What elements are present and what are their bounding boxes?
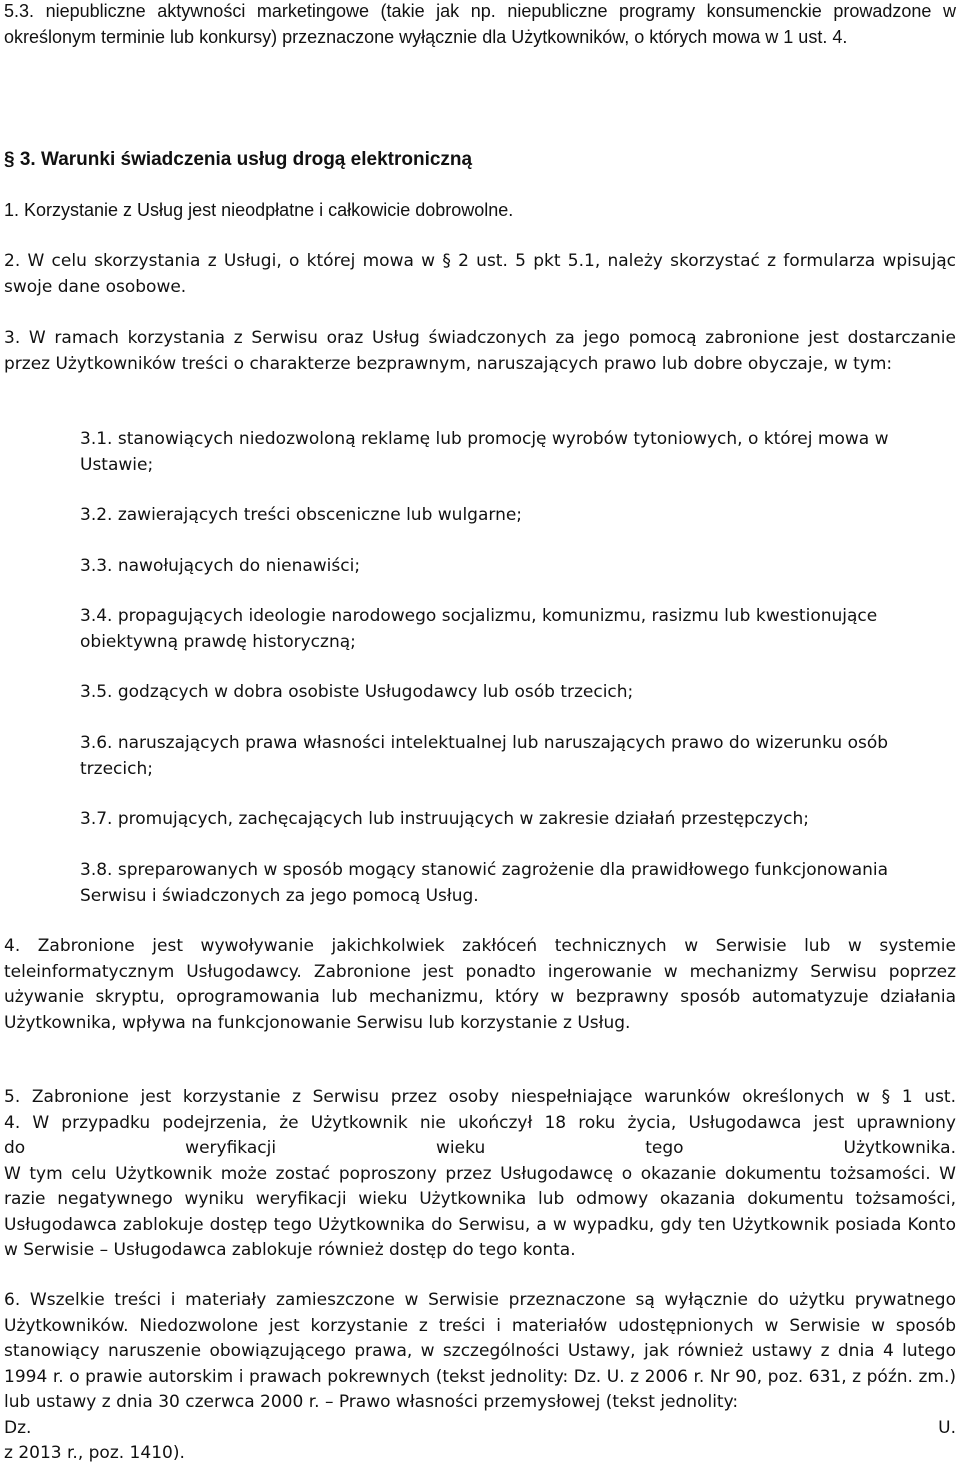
list-item-3-5: 3.5. godzących w dobra osobiste Usługodawcy lub osób trzecich; — [80, 682, 634, 702]
item-5-3: 5.3. niepubliczne aktywności marketingowe (takie jak np. niepubliczne programy konsumenckie prowadzone w określonym terminie lub konkursy) przeznaczone wyłącznie dla Użytkowników, o których mowa w 1 ust. 4. — [4, 1, 956, 47]
list-item-3-7: 3.7. promujących, zachęcających lub instruujących w zakresie działań przestępczych; — [80, 809, 809, 829]
section-3-paragraph-6 — [4, 1288, 956, 1467]
paragraph-5-line-2: 4. W przypadku podejrzenia, że Użytkownik nie ukończył 18 roku życia, Usługodawca jest uprawniony — [4, 1112, 956, 1133]
paragraph-6-dz-line: Dz. U. — [4, 1417, 956, 1438]
list-item-3-2: 3.2. zawierających treści obsceniczne lub wulgarne; — [80, 505, 523, 525]
list-item-3-3: 3.3. nawołujących do nienawiści; — [80, 556, 361, 576]
list-item-3-4: 3.4. propagujących ideologie narodowego socjalizmu, komunizmu, rasizmu lub kwestionujące obiektywną prawdę historyczną; — [80, 606, 878, 652]
paragraph-5-line-3: do weryfikacji wieku tego Użytkownika. — [4, 1138, 956, 1158]
paragraph-5-rest: W tym celu Użytkownik może zostać poproszony przez Usługodawcę o okazanie dokumentu tożsamości. W razie negatywnego wyniku weryfikacji wieku Użytkownika lub odmowy okazania dokumentu tożsamości, Usługodawca zablokuje dostęp tego Użytkownika do Serwisu, a w wypadku, gdy ten Użytkownik posiada Konto w Serwisie – Usługodawca zablokuje również dostęp do tego konta. — [4, 1163, 956, 1260]
section-3-paragraph-4: 4. Zabronione jest wywoływanie jakichkolwiek zakłóceń technicznych w Serwisie lub w systemie teleinformatycznym Usługodawcy. Zabronione jest ponadto ingerowanie w mechanizmy Serwisu poprzez używanie skryptu, oprogramowania lub mechanizmu, który w bezprawny sposób automatyzuje działania Użytkownika, wpływa na funkcjonowanie Serwisu lub korzystanie z Usług. — [4, 936, 956, 1033]
paragraph-5-line-1: 5. Zabronione jest korzystanie z Serwisu przez osoby niespełniające warunków określonych w § 1 ust. — [4, 1087, 956, 1107]
section-3-paragraph-2: 2. W celu skorzystania z Usługi, o której mowa w § 2 ust. 5 pkt 5.1, należy skorzystać z formularza wpisując swoje dane osobowe. — [4, 251, 956, 297]
list-item-3-1: 3.1. stanowiących niedozwoloną reklamę lub promocję wyrobów tytoniowych, o której mowa w Ustawie; — [80, 429, 889, 475]
list-item-3-8: 3.8. spreparowanych w sposób mogący stanowić zagrożenie dla prawidłowego funkcjonowania Serwisu i świadczonych za jego pomocą Usług. — [80, 860, 889, 906]
section-3-paragraph-3: 3. W ramach korzystania z Serwisu oraz Usług świadczonych za jego pomocą zabronione jest dostarczanie przez Użytkowników treści o charakterze bezprawnym, naruszających prawo lub dobre obyczaje, w tym: — [4, 328, 956, 374]
paragraph-6-last: z 2013 r., poz. 1410). — [4, 1443, 185, 1463]
section-3-paragraph-5 — [4, 1085, 956, 1264]
paragraph-6-main: 6. Wszelkie treści i materiały zamieszczone w Serwisie przeznaczone są wyłącznie do użytku prywatnego Użytkowników. Niedozwolone jest korzystanie z treści i materiałów udostępnionych w Serwisie w sposób stanowiący naruszenie obowiązującego prawa, w szczególności Ustawy, jak również ustawy z dnia 4 lutego 1994 r. o prawie autorskim i prawach pokrewnych (tekst jednolity: Dz. U. z 2006 r. Nr 90, poz. 631, z późn. zm.) lub ustawy z dnia 30 czerwca 2000 r. – Prawo własności przemysłowej (tekst jednolity: — [4, 1290, 956, 1412]
section-3-heading: § 3. Warunki świadczenia usług drogą elektroniczną — [4, 149, 473, 170]
section-3-paragraph-1: 1. Korzystanie z Usług jest nieodpłatne i całkowicie dobrowolne. — [4, 200, 514, 220]
list-item-3-6: 3.6. naruszających prawa własności intelektualnej lub naruszających prawo do wizerunku osób trzecich; — [80, 733, 889, 779]
